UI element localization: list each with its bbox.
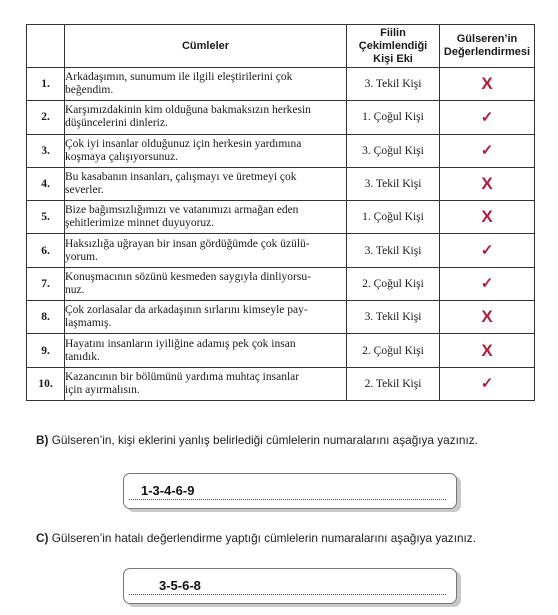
header-eval-line2: Değerlendirmesi (443, 46, 531, 58)
row-sentence (65, 367, 347, 400)
row-sentence (65, 101, 347, 134)
row-sentence-line1: Arkadaşımın, sunumum ile ilgili eleştirilerini çok (65, 71, 293, 84)
row-sentence-line1: Karşımızdakinin kim olduğuna bakmaksızın herkesin (65, 104, 311, 117)
question-b-label: B) (36, 433, 49, 447)
row-sentence-line1: Hayatını insanların iyiliğine adamış pek çok insan (65, 337, 296, 350)
row-suffix: 2. Çoğul Kişi (347, 334, 440, 367)
row-number: 4. (27, 167, 65, 200)
row-evaluation (440, 101, 535, 134)
table-row (27, 134, 535, 167)
row-sentence-line2: tanıdık. (65, 350, 100, 363)
row-evaluation (440, 201, 535, 234)
row-suffix: 3. Çoğul Kişi (347, 134, 440, 167)
check-mark-icon: ✓ (480, 243, 494, 260)
header-eval-line1: Gülseren’in (456, 33, 518, 45)
row-sentence (65, 68, 347, 101)
table-row (27, 301, 535, 334)
row-sentence (65, 267, 347, 300)
table-row (27, 201, 535, 234)
row-evaluation (440, 234, 535, 267)
header-suffix-line1: Fiilin (380, 26, 406, 39)
row-number: 2. (27, 101, 65, 134)
row-sentence-line2: için ayırmalısın. (65, 383, 140, 396)
header-empty (27, 25, 65, 68)
table-row (27, 68, 535, 101)
cross-mark-icon: X (481, 307, 493, 327)
row-sentence-line2: koşmaya çalışıyorsunuz. (65, 150, 179, 163)
check-mark-icon: ✓ (480, 376, 494, 393)
table-row (27, 167, 535, 200)
table-row (27, 334, 535, 367)
table-header-row (27, 25, 535, 68)
row-sentence-line2: severler. (65, 184, 104, 197)
header-suffix-line2: Çekimlendiği (358, 39, 428, 52)
row-evaluation (440, 367, 535, 400)
row-sentence-line1: Haksızlığa uğrayan bir insan gördüğümde çok üzülü- (65, 237, 310, 250)
row-sentence (65, 134, 347, 167)
row-evaluation (440, 68, 535, 101)
row-number: 5. (27, 201, 65, 234)
table-row (27, 267, 535, 300)
row-sentence-line2: yorum. (65, 250, 98, 263)
question-c-label: C) (36, 531, 49, 545)
row-number: 9. (27, 334, 65, 367)
cross-mark-icon: X (481, 74, 493, 94)
row-suffix: 3. Tekil Kişi (347, 234, 440, 267)
row-sentence-line2: beğendim. (65, 84, 114, 97)
question-b-text: Gülseren’in, kişi eklerini yanlış belirlediği cümlelerin numaralarını aşağıya yazınız. (51, 433, 478, 447)
row-suffix: 3. Tekil Kişi (347, 301, 440, 334)
row-suffix: 2. Tekil Kişi (347, 367, 440, 400)
cross-mark-icon: X (481, 340, 493, 360)
row-sentence (65, 334, 347, 367)
cross-mark-icon: X (481, 174, 493, 194)
row-suffix: 2. Çoğul Kişi (347, 267, 440, 300)
table-row (27, 101, 535, 134)
answer-box-b[interactable] (123, 473, 457, 509)
row-number: 6. (27, 234, 65, 267)
evaluation-table (26, 24, 535, 401)
header-sentences: Cümleler (65, 25, 347, 68)
row-number: 1. (27, 68, 65, 101)
row-sentence-line1: Çok iyi insanlar olduğunuz için herkesin yardımına (65, 137, 302, 150)
row-suffix: 3. Tekil Kişi (347, 68, 440, 101)
check-mark-icon: ✓ (480, 143, 494, 160)
answer-c: 3-5-6-8 (159, 578, 201, 593)
table-row (27, 367, 535, 400)
row-suffix: 1. Çoğul Kişi (347, 101, 440, 134)
answer-box-c[interactable] (123, 568, 457, 604)
row-sentence-line2: şehitlerimize minnet duyuyoruz. (65, 217, 215, 230)
header-evaluation (440, 25, 535, 68)
row-sentence-line2: düşüncelerini dinleriz. (65, 117, 168, 130)
check-mark-icon: ✓ (480, 109, 494, 126)
header-suffix-line3: Kişi Eki (373, 52, 413, 65)
answer-line-c (129, 594, 446, 595)
row-evaluation (440, 301, 535, 334)
row-sentence-line2: nuz. (65, 283, 85, 296)
row-sentence-line1: Çok zorlasalar da arkadaşının sırlarını kimseyle pay- (65, 304, 308, 317)
row-sentence-line1: Bu kasabanın insanları, çalışmayı ve üretmeyi çok (65, 171, 297, 184)
row-sentence (65, 201, 347, 234)
row-evaluation (440, 134, 535, 167)
row-evaluation (440, 167, 535, 200)
row-sentence-line1: Kazancının bir bölümünü yardıma muhtaç insanlar (65, 370, 300, 383)
row-sentence-line1: Bize bağımsızlığımızı ve vatanımızı armağan eden (65, 204, 299, 217)
row-suffix: 1. Çoğul Kişi (347, 201, 440, 234)
answer-b: 1-3-4-6-9 (141, 483, 195, 498)
row-evaluation (440, 334, 535, 367)
row-suffix: 3. Tekil Kişi (347, 167, 440, 200)
question-c (36, 531, 476, 545)
answer-line-b (129, 499, 446, 500)
check-mark-icon: ✓ (480, 276, 494, 293)
row-sentence-line2: laşmamış. (65, 317, 112, 330)
question-c-text: Gülseren’in hatalı değerlendirme yaptığı cümlelerin numaralarını aşağıya yazınız. (51, 531, 476, 545)
row-number: 10. (27, 367, 65, 400)
row-number: 7. (27, 267, 65, 300)
row-sentence (65, 301, 347, 334)
question-b (36, 433, 478, 447)
table-row (27, 234, 535, 267)
row-sentence (65, 234, 347, 267)
row-evaluation (440, 267, 535, 300)
row-number: 3. (27, 134, 65, 167)
row-sentence (65, 167, 347, 200)
row-number: 8. (27, 301, 65, 334)
header-suffix (347, 25, 440, 68)
cross-mark-icon: X (481, 207, 493, 227)
row-sentence-line1: Konuşmacının sözünü kesmeden saygıyla dinliyorsu- (65, 270, 311, 283)
